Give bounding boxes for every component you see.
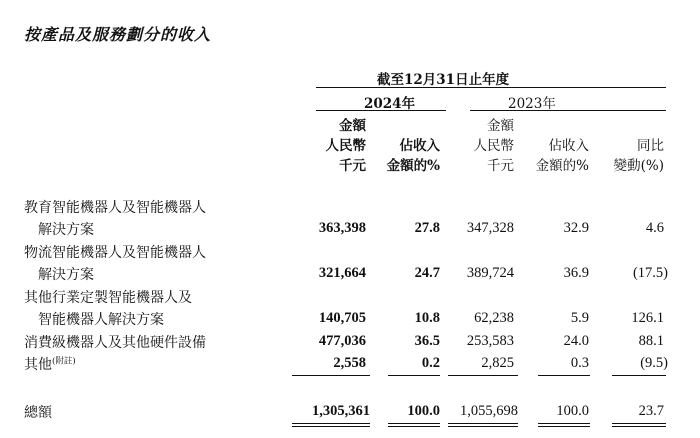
amount-2024-header-l3: 千元 xyxy=(339,158,366,174)
total-double-line-bottom xyxy=(538,426,590,427)
cell-yoy: 4.6 xyxy=(645,220,664,236)
row-label-l2: 智能機器人解決方案 xyxy=(38,312,164,328)
cell-pct-2024: 10.8 xyxy=(414,310,440,326)
cell-pct-2023: 32.9 xyxy=(563,220,589,236)
cell-yoy: 88.1 xyxy=(638,333,664,349)
sum-line xyxy=(612,375,666,376)
pct-2023-header-l3: 金額的% xyxy=(535,158,589,174)
total-double-line-top xyxy=(388,423,440,424)
total-double-line-bottom xyxy=(388,426,440,427)
amount-2023-header-l2: 人民幣 xyxy=(473,138,514,154)
total-double-line-bottom xyxy=(612,426,666,427)
total-label: 總額 xyxy=(24,405,52,421)
total-double-line-bottom xyxy=(448,426,518,427)
sum-line xyxy=(448,375,518,376)
row-label-l2: 解決方案 xyxy=(38,222,94,238)
page-title: 按產品及服務劃分的收入 xyxy=(24,25,212,44)
cell-pct-2024: 0.2 xyxy=(421,355,440,371)
row-label-l1: 物流智能機器人及智能機器人 xyxy=(24,245,206,261)
total-double-line-top xyxy=(292,423,370,424)
row-label-l1: 消費級機器人及其他硬件設備 xyxy=(24,335,206,351)
row-label-l1: 其他行業定製智能機器人及 xyxy=(24,290,192,306)
sum-line xyxy=(292,375,370,376)
total-pct-2024: 100.0 xyxy=(407,403,440,419)
pct-2023-header-l2: 佔收入 xyxy=(548,138,589,154)
cell-pct-2024: 24.7 xyxy=(414,265,440,281)
total-amount-2023: 1,055,698 xyxy=(460,403,518,419)
cell-yoy: 126.1 xyxy=(631,310,664,326)
total-double-line-bottom xyxy=(292,426,370,427)
cell-pct-2023: 24.0 xyxy=(563,333,589,349)
row-label-l1: 其他 xyxy=(24,357,52,373)
cell-pct-2024: 36.5 xyxy=(414,333,440,349)
cell-amount-2024: 2,558 xyxy=(333,355,366,371)
year-2023-underline xyxy=(470,110,666,111)
pct-2024-header-l2: 佔收入 xyxy=(399,138,440,154)
cell-amount-2024: 477,036 xyxy=(318,333,366,349)
yoy-header-l3: 變動(%) xyxy=(613,158,664,174)
cell-amount-2023: 2,825 xyxy=(481,355,514,371)
amount-2023-header-l3: 千元 xyxy=(487,158,514,174)
year-2024-underline xyxy=(316,110,446,111)
total-double-line-top xyxy=(612,423,666,424)
total-pct-2023: 100.0 xyxy=(556,403,589,419)
cell-pct-2023: 0.3 xyxy=(570,355,589,371)
cell-amount-2024: 140,705 xyxy=(318,310,366,326)
year-2024-header: 2024年 xyxy=(364,96,416,112)
total-double-line-top xyxy=(448,423,518,424)
row-label-l2: 解決方案 xyxy=(38,267,94,283)
total-yoy: 23.7 xyxy=(638,403,664,419)
cell-amount-2023: 62,238 xyxy=(474,310,514,326)
amount-2024-header-l2: 人民幣 xyxy=(325,138,366,154)
year-2023-header: 2023年 xyxy=(508,96,556,112)
sum-line xyxy=(388,375,440,376)
cell-amount-2024: 363,398 xyxy=(318,220,366,236)
amount-2023-header-l1: 金額 xyxy=(487,118,514,134)
note-ref: (附註) xyxy=(52,356,76,367)
cell-pct-2024: 27.8 xyxy=(414,220,440,236)
pct-2024-header-l3: 金額的% xyxy=(386,158,440,174)
cell-pct-2023: 5.9 xyxy=(570,310,589,326)
amount-2024-header-l1: 金額 xyxy=(339,118,366,134)
row-label-l1: 教育智能機器人及智能機器人 xyxy=(24,200,206,216)
cell-yoy: (17.5) xyxy=(632,265,668,281)
sum-line xyxy=(538,375,590,376)
yoy-header-l2: 同比 xyxy=(637,138,664,154)
cell-pct-2023: 36.9 xyxy=(563,265,589,281)
cell-amount-2023: 389,724 xyxy=(466,265,514,281)
cell-amount-2023: 253,583 xyxy=(466,333,514,349)
total-double-line-top xyxy=(538,423,590,424)
cell-amount-2024: 321,664 xyxy=(318,265,366,281)
row-label-other xyxy=(24,354,76,374)
cell-yoy: (9.5) xyxy=(640,355,668,371)
total-amount-2024: 1,305,361 xyxy=(312,403,370,419)
period-underline xyxy=(316,87,666,88)
cell-amount-2023: 347,328 xyxy=(466,220,514,236)
period-header: 截至12月31日止年度 xyxy=(377,72,510,88)
